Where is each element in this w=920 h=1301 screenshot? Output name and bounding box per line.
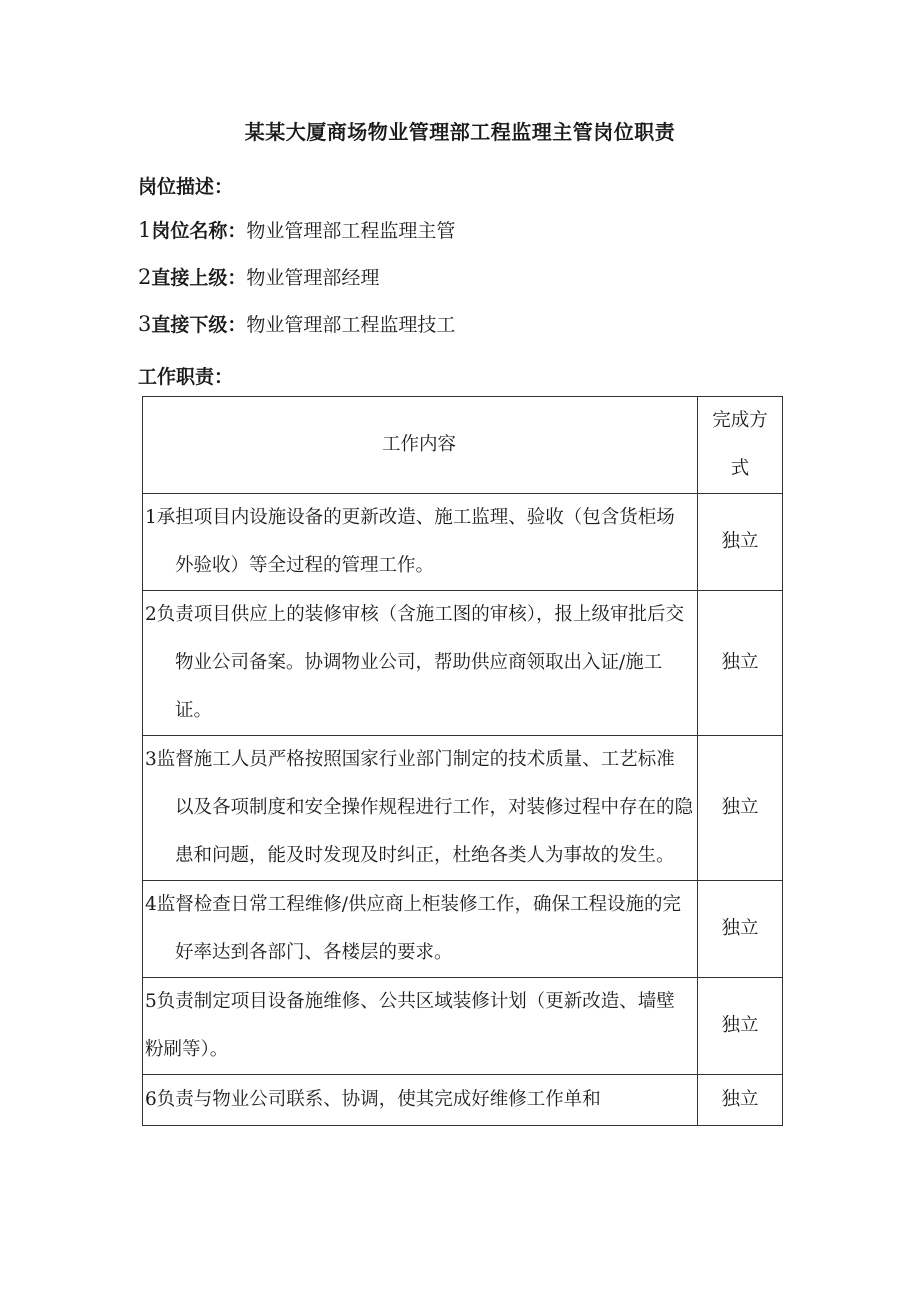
field-number: 3 [138,312,152,336]
table-row [143,1075,783,1126]
duties-table [142,396,783,1126]
header-work-content: 工作内容 [143,397,698,494]
duty-text: 5负责制定项目设备施维修、公共区域装修计划（更新改造、墙壁粉刷等）。 [145,991,675,1060]
duties-heading: 工作职责： [138,366,234,388]
duty-content-cell [143,736,698,881]
field-value: 物业管理部工程监理技工 [246,314,456,336]
duty-content-cell [143,494,698,591]
duty-text: 4监督检查日常工程维修/供应商上柜装修工作，确保工程设施的完好率达到各部门、各楼层的要求。 [145,894,682,963]
description-heading: 岗位描述： [138,176,234,198]
duty-mode-cell: 独立 [698,881,783,978]
field-direct-subordinate [138,310,455,337]
field-number: 2 [138,265,152,289]
table-row [143,591,783,736]
duty-text: 6负责与物业公司联系、协调，使其完成好维修工作单和 [145,1089,601,1110]
field-position-name [138,216,455,243]
table-row [143,978,783,1075]
duty-content-cell [143,591,698,736]
duty-mode-cell: 独立 [698,494,783,591]
field-value: 物业管理部工程监理主管 [246,220,456,242]
field-label: 直接上级： [151,267,247,289]
document-title: 某某大厦商场物业管理部工程监理主管岗位职责 [244,120,676,144]
header-mode-line: 式 [730,458,750,479]
duty-mode-cell: 独立 [698,978,783,1075]
table-row [143,494,783,591]
duty-mode-cell: 独立 [698,591,783,736]
field-label: 岗位名称： [151,220,247,242]
table-header-row [143,397,783,494]
duty-text: 2负责项目供应上的装修审核（含施工图的审核），报上级审批后交物业公司备案。协调物业公司，帮助供应商领取出入证/施工证。 [145,604,685,721]
duty-content-cell [143,1075,698,1126]
duty-mode-cell: 独立 [698,736,783,881]
duty-text: 1承担项目内设施设备的更新改造、施工监理、验收（包含货柜场外验收）等全过程的管理工作。 [145,507,675,576]
duty-text: 3监督施工人员严格按照国家行业部门制定的技术质量、工艺标准以及各项制度和安全操作规程进行工作，对装修过程中存在的隐患和问题，能及时发现及时纠正，杜绝各类人为事故的发生。 [145,749,694,866]
header-mode-line: 完成方 [712,410,768,431]
table-row [143,736,783,881]
field-value: 物业管理部经理 [246,267,380,289]
header-completion-mode [698,397,783,494]
duty-content-cell [143,978,698,1075]
field-number: 1 [138,218,152,242]
duty-content-cell [143,881,698,978]
duty-mode-cell: 独立 [698,1075,783,1126]
field-label: 直接下级： [151,314,247,336]
field-direct-superior [138,263,379,290]
table-row [143,881,783,978]
